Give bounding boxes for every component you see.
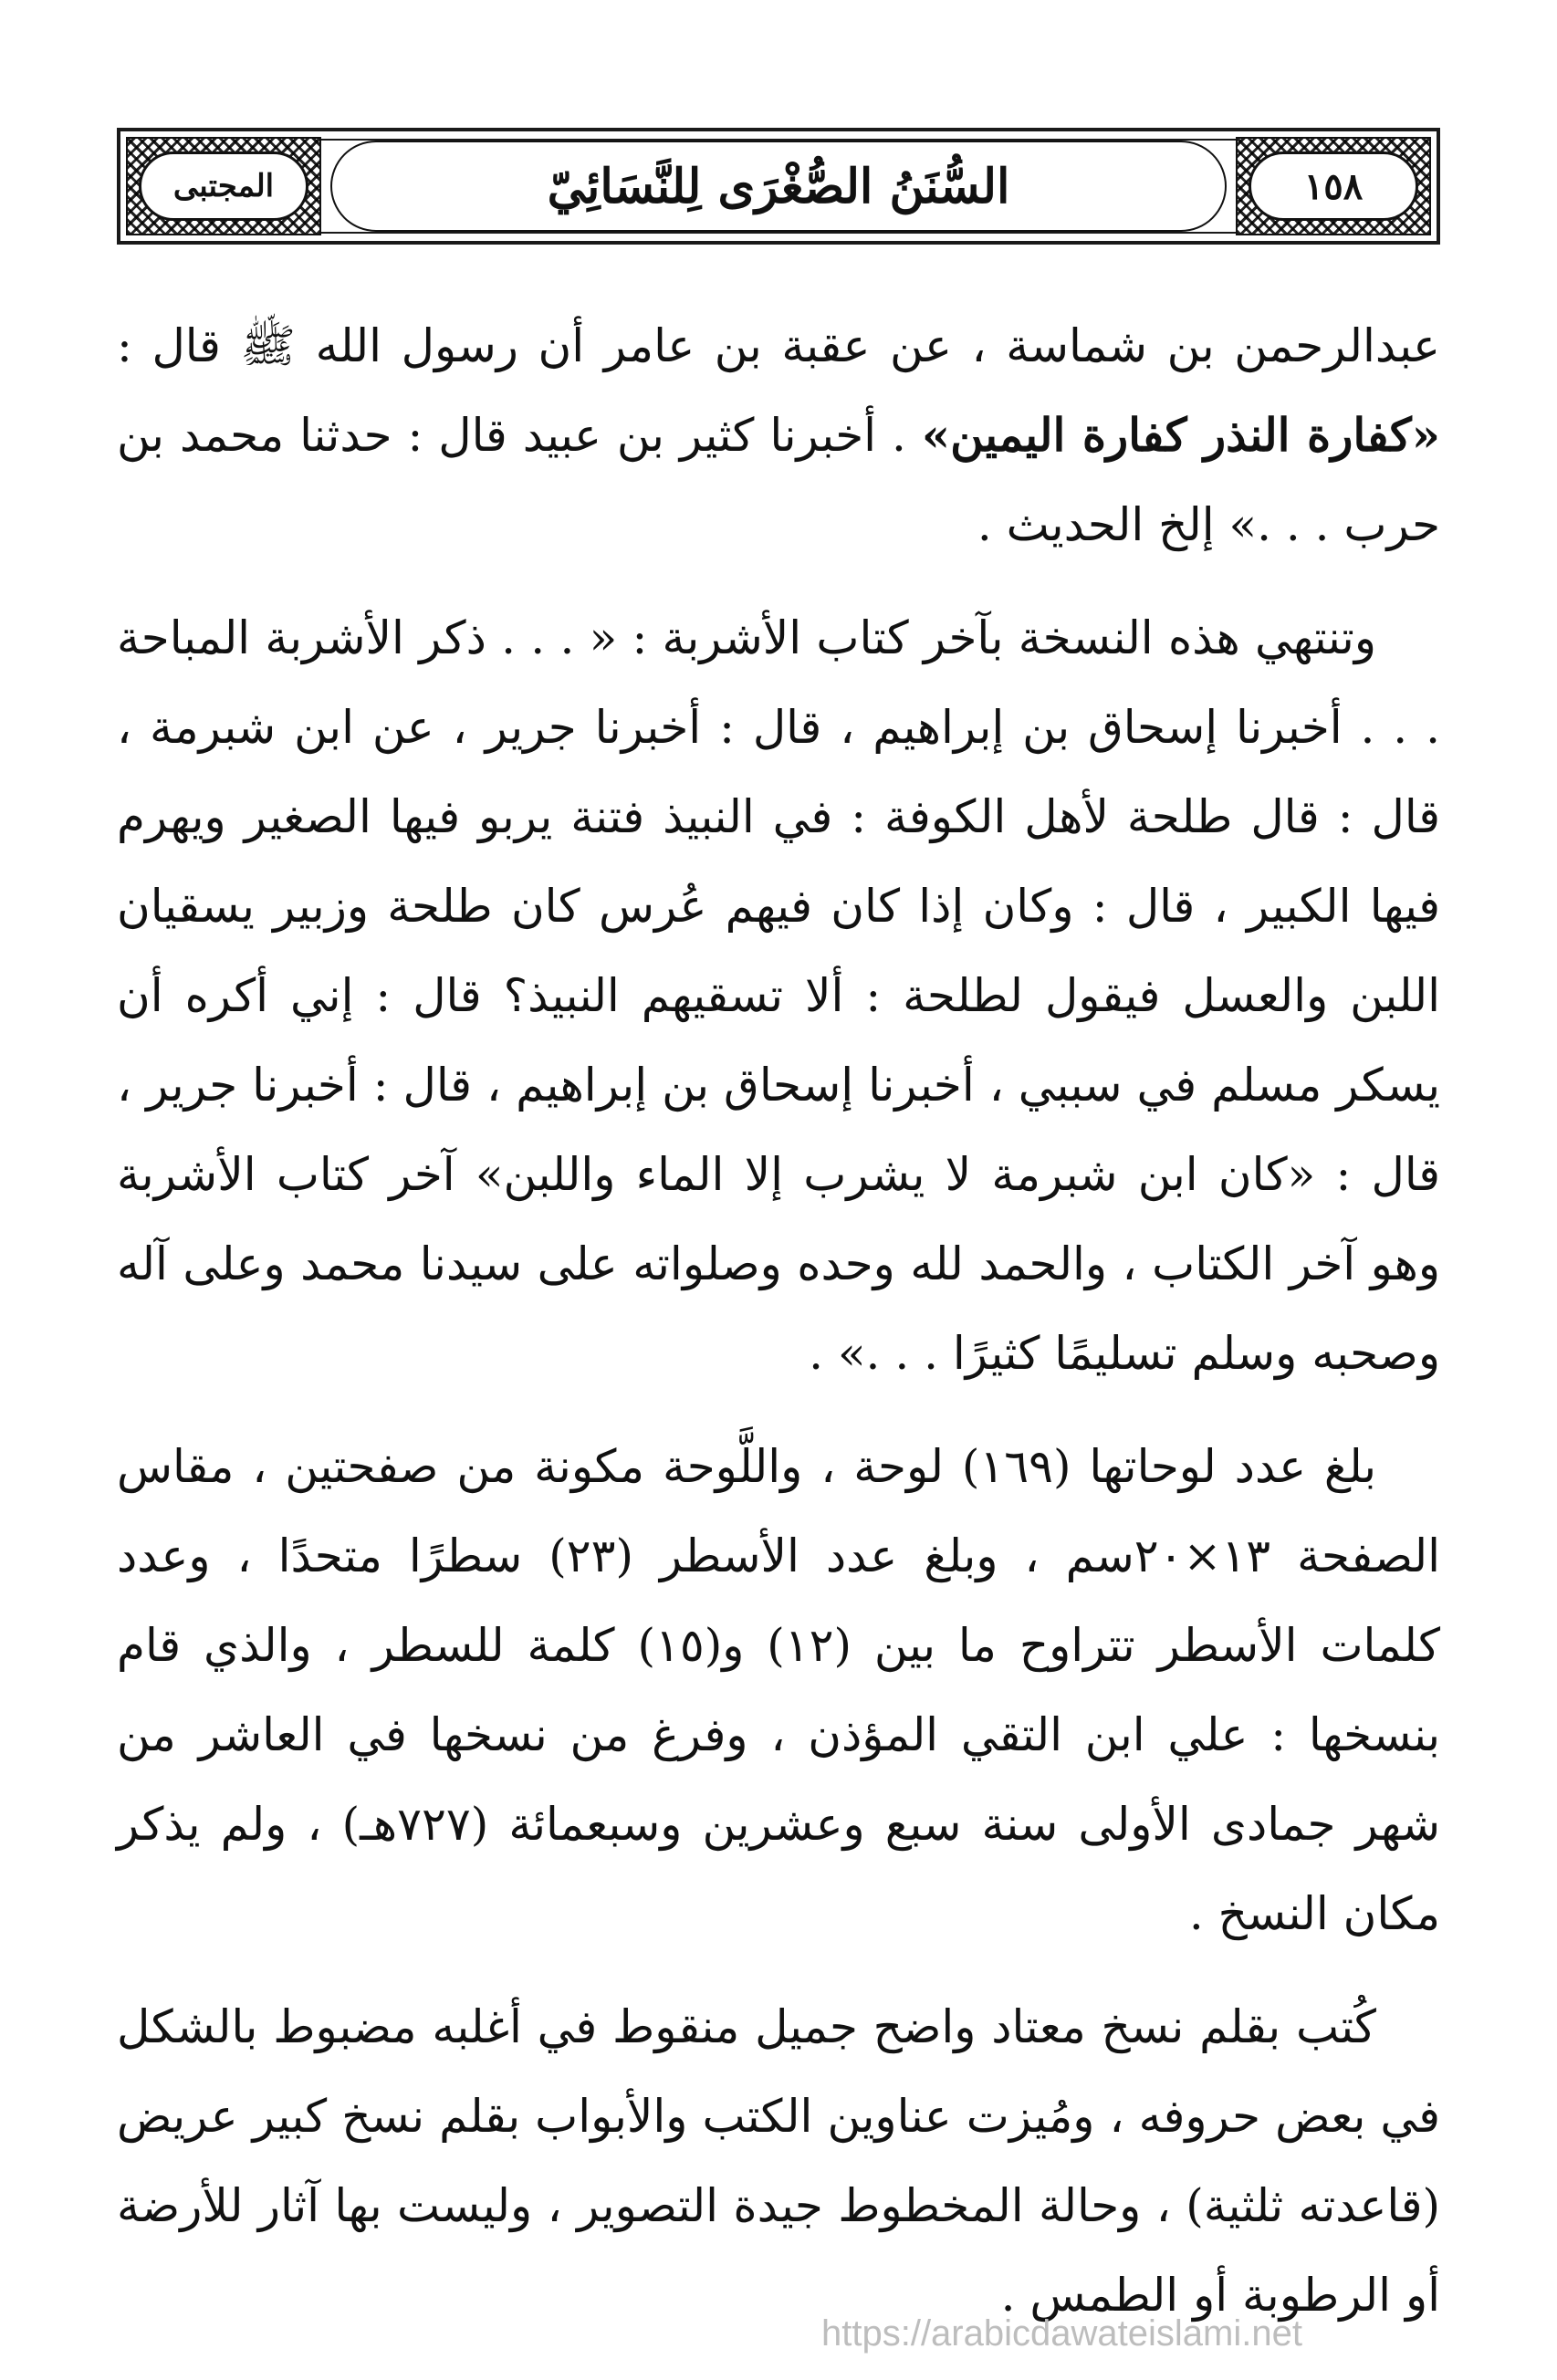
paragraph-2: [117, 593, 1440, 1398]
emblem-cartouche: المجتبى: [139, 151, 308, 221]
paragraph-2-part-1: وتنتهي هذه النسخة بآخر كتاب الأشربة : « . . . ذكر الأشربة المباحة . . . أخبرنا إسحاق بن إبراهيم ، قال : أخبرنا جرير ، عن ابن شبرمة ، قال : قال طلحة لأهل الكوفة : في النبيذ فتنة يربو فيها الصغير ويهرم فيها الكبير ، قال : وكان إذا كان فيهم عُرس كان طلحة وزبير يسقيان اللبن والعسل فيقول لطلحة : ألا تسقيهم النبيذ؟ قال : إني أكره أن يسكر مسلم في سببي ، أخبرنا إسحاق بن إبراهيم ، قال : أخبرنا جرير ، قال : «كان ابن شبرمة لا يشرب إلا الماء واللبن» آخر كتاب الأشربة وهو آخر الكتاب ، والحمد لله وحده وصلواته على سيدنا محمد وعلى آله وصحبه وسلم تسليمًا كثيرًا . . .» .: [117, 611, 1440, 1380]
page-header: [117, 128, 1440, 245]
paragraph-4-part-1: كُتب بقلم نسخ معتاد واضح جميل منقوط في أغلبه مضبوط بالشكل في بعض حروفه ، ومُيزت عناوين الكتب والأبواب بقلم نسخ كبير عريض (قاعدته ثلثية) ، وحالة المخطوط جيدة التصوير ، وليست بها آثار للأرضة أو الرطوبة أو الطمس .: [117, 2000, 1440, 2322]
paragraph-3-part-1: بلغ عدد لوحاتها (١٦٩) لوحة ، واللَّوحة مكونة من صفحتين ، مقاس الصفحة ١٣×٢٠سم ، وبلغ عدد الأسطر (٢٣) سطرًا متحدًا ، وعدد كلمات الأسطر تتراوح ما بين (١٢) و(١٥) كلمة للسطر ، والذي قام بنسخها : علي ابن التقي المؤذن ، وفرغ من نسخها في العاشر من شهر جمادى الأولى سنة سبع وعشرين وسبعمائة (٧٢٧هـ) ، ولم يذكر مكان النسخ .: [117, 1440, 1441, 1940]
paragraph-1-part-1: عبدالرحمن بن شماسة ، عن عقبة بن عامر أن رسول الله ﷺ قال :: [117, 319, 1440, 372]
page-body: [117, 301, 1440, 2340]
book-title: السُّنَنُ الصُّغْرَى لِلنَّسَائِيّ: [547, 158, 1010, 214]
paragraph-1: [117, 301, 1440, 569]
title-band: [330, 141, 1227, 232]
watermark-url: https://arabicdawateislami.net: [821, 2313, 1302, 2354]
paragraph-1-part-2-bold: «كفارة النذر كفارة اليمين»: [921, 408, 1440, 462]
paragraph-3: [117, 1422, 1440, 1958]
paragraph-4: [117, 1982, 1440, 2340]
paragraph-1-part-3: . أخبرنا كثير بن عبيد قال : حدثنا محمد بن حرب . . .» إلخ الحديث .: [117, 409, 1440, 551]
page-number: ١٥٨: [1249, 151, 1418, 221]
